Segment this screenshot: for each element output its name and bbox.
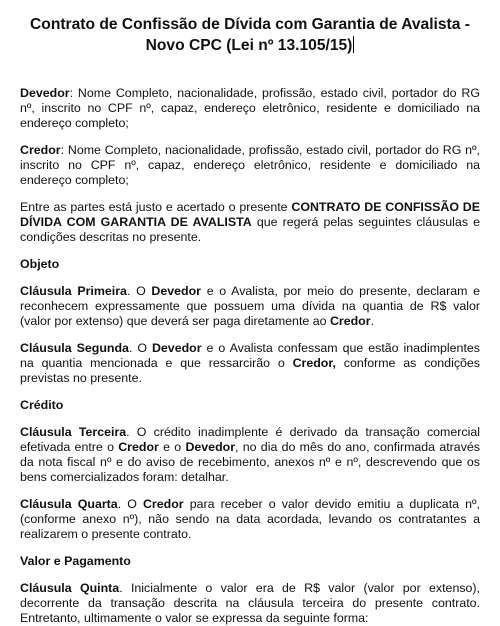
clause-2 — [20, 341, 480, 386]
devedor-paragraph — [20, 86, 480, 131]
devedor-text: : Nome Completo, nacionalidade, profissão, estado civil, portador do RG nº, inscrito no CPF nº, capaz, endereço eletrônico, residente e domiciliado na endereço completo; — [20, 86, 480, 130]
section-heading-objeto: Objeto — [20, 257, 60, 271]
clause-3-text-b: e o — [158, 440, 186, 454]
credor-paragraph — [20, 143, 480, 188]
clause-4 — [20, 497, 480, 542]
credor-label: Credor — [20, 143, 61, 157]
clause-2-bold-a: Devedor — [151, 341, 202, 355]
intro-post: que regerá pelas seguintes cláusulas e condições descritas no presente. — [20, 215, 481, 244]
clause-4-text-b: para receber o valor devido emitiu a duplicata nº, (conforme anexo nº), não sendo na data acordada, levando os contratantes a realizarem o presente contrato. — [20, 497, 480, 541]
clause-1-label: Cláusula Primeira — [20, 284, 127, 298]
clause-3-bold-a: Credor — [118, 440, 159, 454]
clause-4-text-a: . O — [117, 497, 143, 511]
clause-1-bold-a: Devedor — [151, 284, 201, 298]
clause-4-bold-a: Credor — [142, 497, 184, 511]
clause-3 — [20, 425, 480, 485]
section-heading-valor: Valor e Pagamento — [20, 554, 131, 568]
clause-5 — [20, 581, 480, 626]
clause-1 — [20, 284, 480, 329]
credor-text: : Nome Completo, nacionalidade, profissão, estado civil, portador do RG nº, inscrito no CPF nº, capaz, endereço eletrônico, residente e domiciliado na endereço completo; — [20, 143, 480, 187]
text-cursor — [353, 36, 354, 53]
intro-paragraph — [20, 200, 480, 245]
clause-2-bold-b: Credor, — [292, 356, 336, 370]
clause-2-text-b: e o Avalista confessam que estão inadimplentes na quantia mencionada e que ressarcirão o — [20, 341, 480, 370]
intro-contract-name: CONTRATO DE CONFISSÃO DE DÍVIDA COM GARANTIA DE AVALISTA — [20, 200, 480, 229]
clause-1-bold-b: Credor — [329, 314, 371, 328]
section-heading-credito: Crédito — [20, 398, 64, 412]
clause-1-text-a: . O — [126, 284, 152, 298]
clause-3-label: Cláusula Terceira — [20, 425, 127, 439]
clause-2-label: Cláusula Segunda — [20, 341, 129, 355]
document-title — [20, 14, 480, 56]
clause-4-label: Cláusula Quarta — [20, 497, 118, 511]
clause-5-label: Cláusula Quinta — [20, 581, 120, 595]
document-title-text: Contrato de Confissão de Dívida com Garantia de Avalista - Novo CPC (Lei nº 13.105/15) — [30, 16, 470, 54]
intro-pre: Entre as partes está justo e acertado o presente — [20, 200, 292, 214]
clause-3-text-a: . O crédito inadimplente é derivado da transação comercial efetivada entre o — [20, 425, 480, 454]
clause-2-text-a: . O — [128, 341, 152, 355]
clause-2-text-c: conforme as condições previstas no presente. — [20, 356, 481, 385]
devedor-label: Devedor — [20, 86, 70, 100]
clause-1-text-b: e o Avalista, por meio do presente, declaram e reconhecem expressamente que possuem uma dívida na quantia de R$ valor (valor por extenso) que deverá ser paga diretamente ao — [20, 284, 480, 328]
clause-3-text-c: , no dia do mês do ano, confirmada através da nota fiscal nº e do aviso de recebimento, anexos nº e nº, descrevendo que os bens comercializados foram: detalhar. — [20, 440, 480, 484]
clause-1-text-c: . — [370, 314, 375, 328]
clause-5-text-a: . Inicialmente o valor era de R$ valor (valor por extenso), decorrente da transação descrita na cláusula terceira do presente contrato. Entretanto, ultimamente o valor se expressa da seguinte forma: — [20, 581, 480, 625]
clause-3-bold-b: Devedor — [185, 440, 236, 454]
